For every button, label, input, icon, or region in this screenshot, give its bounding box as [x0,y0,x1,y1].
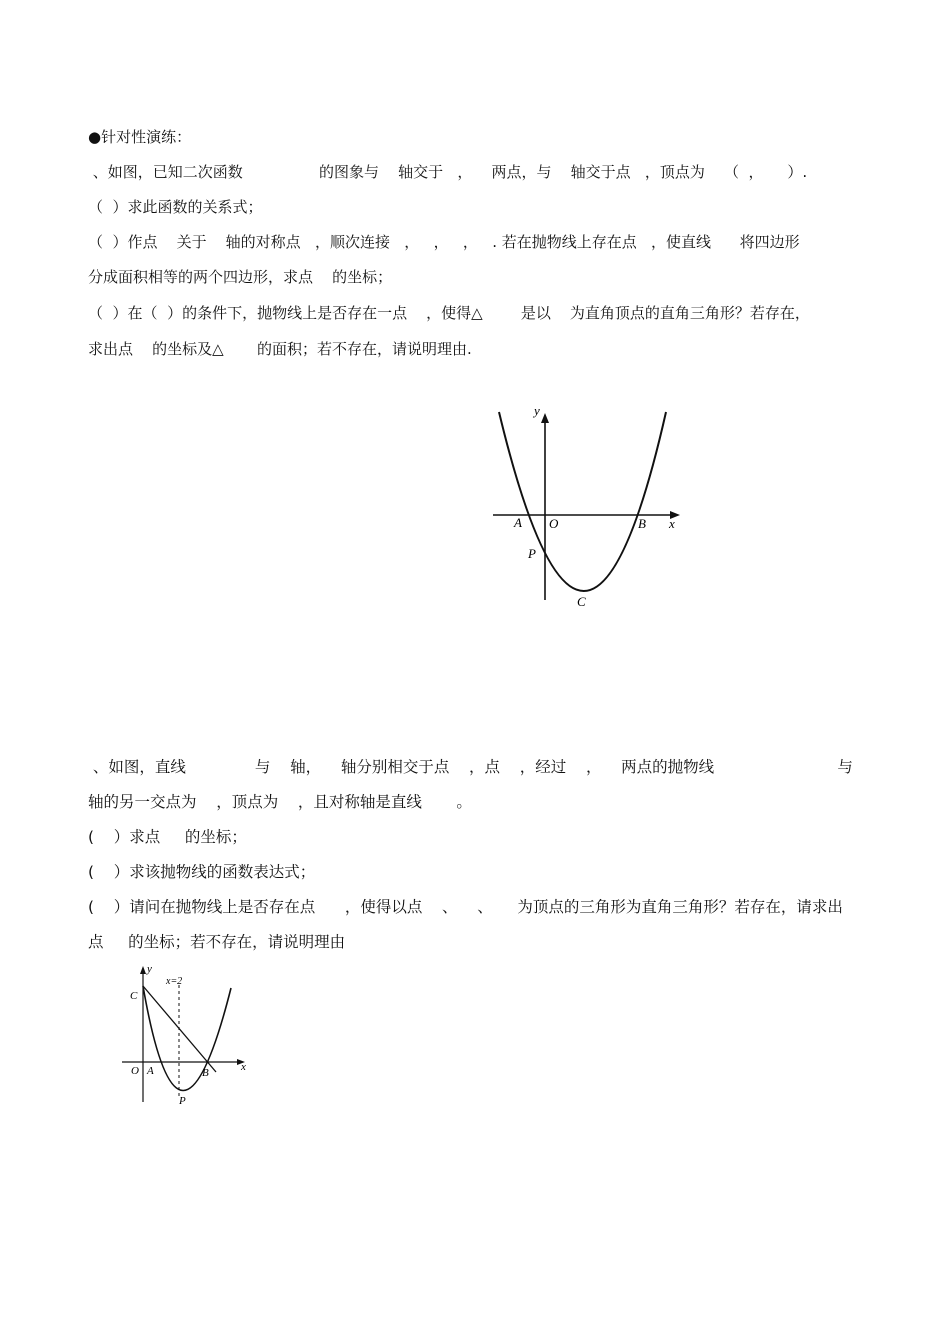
problem2-line1: 、如图，直线 与 轴， 轴分别相交于点 ，点 ，经过 ， 两点的抛物线 与 [88,758,853,776]
figure2-symmetry-label: x=2 [166,976,183,987]
figure1-label-c: C [577,594,586,609]
section-heading: ●针对性演练： [88,128,192,146]
figure2-label-c: C [130,990,138,1002]
figure1-label-o: O [549,516,559,531]
figure2-label-p: P [179,1095,186,1107]
problem2-line4: ( ）求该抛物线的函数表达式； [88,863,316,881]
problem2-line3: ( ）求点 的坐标； [88,828,247,846]
figure1-y-label: y [534,403,540,418]
figure1-x-label: x [669,516,675,531]
figure2-x-label: x [241,1061,246,1073]
figure1-label-p: P [528,546,536,561]
figure2-parabola-line [115,960,255,1110]
problem2-line5: ( ）请问在抛物线上是否存在点 ，使得以点 、 、 为顶点的三角形为直角三角形？若存在，请求出 [88,898,843,916]
problem1-line5: （ ）在（ ）的条件下，抛物线上是否存在一点 ，使得△ 是以 为直角顶点的直角三角形？若存在， [88,304,810,322]
problem1-line1: 、如图，已知二次函数 的图象与 轴交于 ， 两点，与 轴交于点 ，顶点为 （ ， ）. [88,163,808,181]
figure1-parabola [480,398,690,613]
problem2-line6: 点 的坐标；若不存在，请说明理由 [88,933,346,951]
problem1-line4: 分成面积相等的两个四边形，求点 的坐标； [88,268,393,286]
figure2-label-a: A [147,1065,154,1077]
problem2-line2: 轴的另一交点为 ，顶点为 ，且对称轴是直线 。 [88,793,472,811]
figure2-y-label: y [147,963,152,975]
figure1-label-b: B [638,516,646,531]
figure1-label-a: A [514,515,522,530]
figure2-label-o: O [131,1065,139,1077]
problem1-line2: （ ）求此函数的关系式； [88,198,263,216]
problem1-line3: （ ）作点 关于 轴的对称点 ，顺次连接 ， ， ， . 若在抛物线上存在点 ，使直线 将四边形 [88,233,800,251]
problem1-line6: 求出点 的坐标及△ 的面积；若不存在，请说明理由. [88,340,472,358]
figure2-label-b: B [202,1067,209,1079]
